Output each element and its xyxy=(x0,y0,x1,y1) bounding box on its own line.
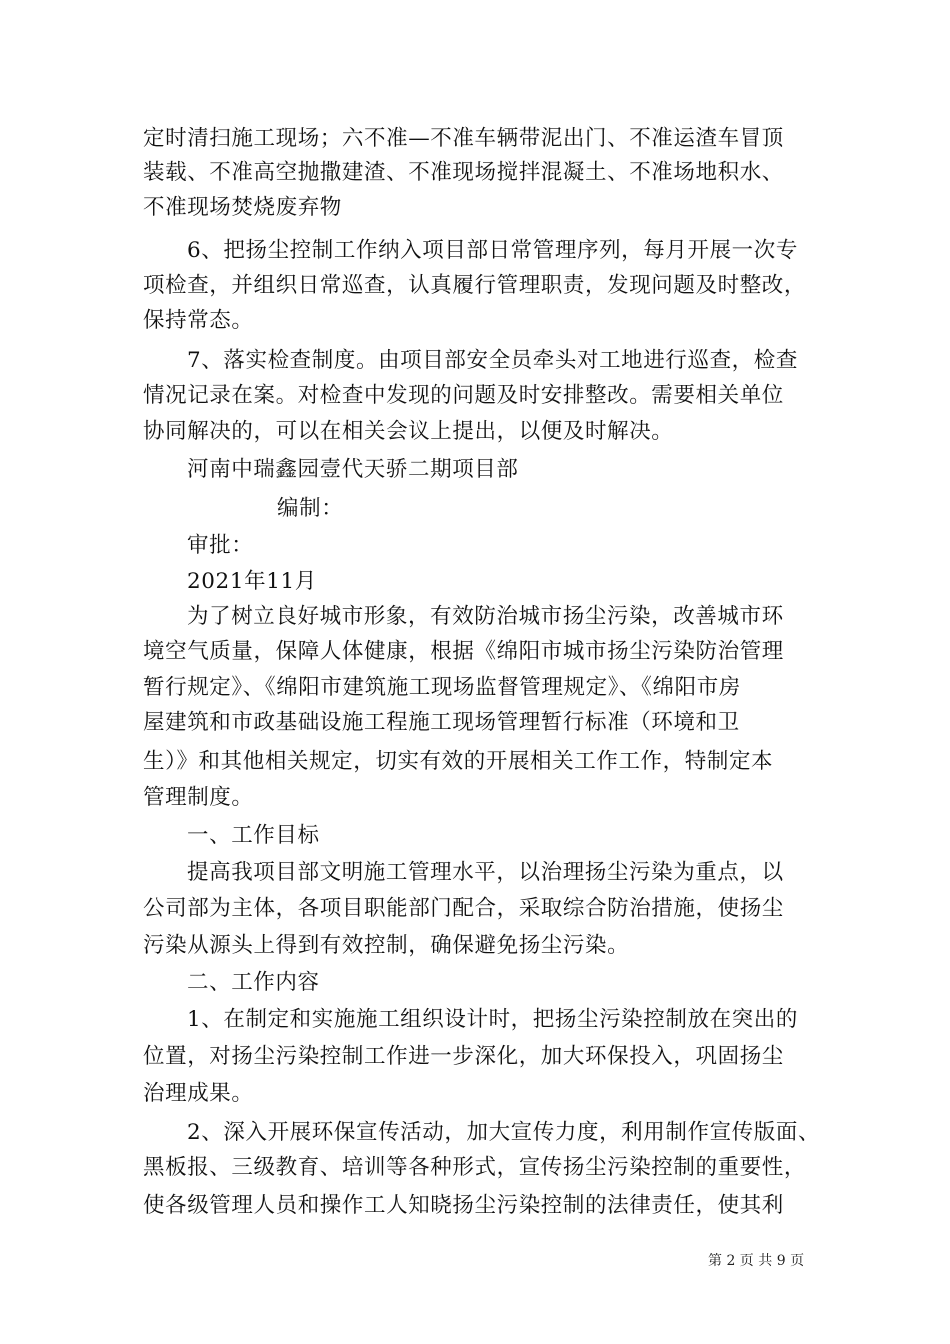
section-heading: 一、工作目标 xyxy=(187,823,320,848)
text-line: 不准现场焚烧废弃物 xyxy=(143,195,342,220)
signature-compiled-by: 编制： xyxy=(277,496,344,521)
page-number: 第 2 页 共 9 页 xyxy=(708,1253,805,1269)
text-line: 黑板报、三级教育、培训等各种形式，宣传扬尘污染控制的重要性， xyxy=(143,1155,807,1180)
text-line: 协同解决的，可以在相关会议上提出，以便及时解决。 xyxy=(143,419,674,444)
text-line: 7、落实检查制度。由项目部安全员牵头对工地进行巡查，检查 xyxy=(187,348,798,373)
text-line: 装载、不准高空抛撒建渣、不准现场搅拌混凝土、不准场地积水、 xyxy=(143,160,784,185)
text-line: 公司部为主体，各项目职能部门配合，采取综合防治措施，使扬尘 xyxy=(143,896,784,921)
section-heading: 二、工作内容 xyxy=(187,970,320,995)
text-line: 治理成果。 xyxy=(143,1081,254,1106)
text-line: 定时清扫施工现场；六不准—不准车辆带泥出门、不准运渣车冒顶 xyxy=(143,126,784,151)
text-line: 6、把扬尘控制工作纳入项目部日常管理序列，每月开展一次专 xyxy=(187,238,798,263)
text-line: 使各级管理人员和操作工人知晓扬尘污染控制的法律责任，使其利 xyxy=(143,1193,784,1218)
signature-date: 2021年11月 xyxy=(187,569,317,594)
text-line: 屋建筑和市政基础设施工程施工现场管理暂行标准（环境和卫 xyxy=(143,710,740,735)
text-line: 情况记录在案。对检查中发现的问题及时安排整改。需要相关单位 xyxy=(143,383,784,408)
text-line: 境空气质量，保障人体健康，根据《绵阳市城市扬尘污染防治管理 xyxy=(143,639,784,664)
text-line: 位置，对扬尘污染控制工作进一步深化，加大环保投入，巩固扬尘 xyxy=(143,1044,784,1069)
text-line: 项检查，并组织日常巡查，认真履行管理职责，发现问题及时整改， xyxy=(143,273,807,298)
text-line: 污染从源头上得到有效控制，确保避免扬尘污染。 xyxy=(143,933,630,958)
text-line: 1、在制定和实施施工组织设计时，把扬尘污染控制放在突出的 xyxy=(187,1007,798,1032)
signature-organization: 河南中瑞鑫园壹代天骄二期项目部 xyxy=(187,457,519,482)
text-line: 保持常态。 xyxy=(143,308,254,333)
text-line: 生）》和其他相关规定，切实有效的开展相关工作工作，特制定本 xyxy=(143,749,774,774)
text-line: 为了树立良好城市形象，有效防治城市扬尘污染，改善城市环 xyxy=(187,604,784,629)
text-line: 暂行规定》、《绵阳市建筑施工现场监督管理规定》、《绵阳市房 xyxy=(143,675,741,700)
text-line: 管理制度。 xyxy=(143,785,254,810)
signature-approved-by: 审批： xyxy=(187,533,254,558)
text-line: 提高我项目部文明施工管理水平，以治理扬尘污染为重点，以 xyxy=(187,860,784,885)
text-line: 2、深入开展环保宣传活动，加大宣传力度，利用制作宣传版面、 xyxy=(187,1120,821,1145)
